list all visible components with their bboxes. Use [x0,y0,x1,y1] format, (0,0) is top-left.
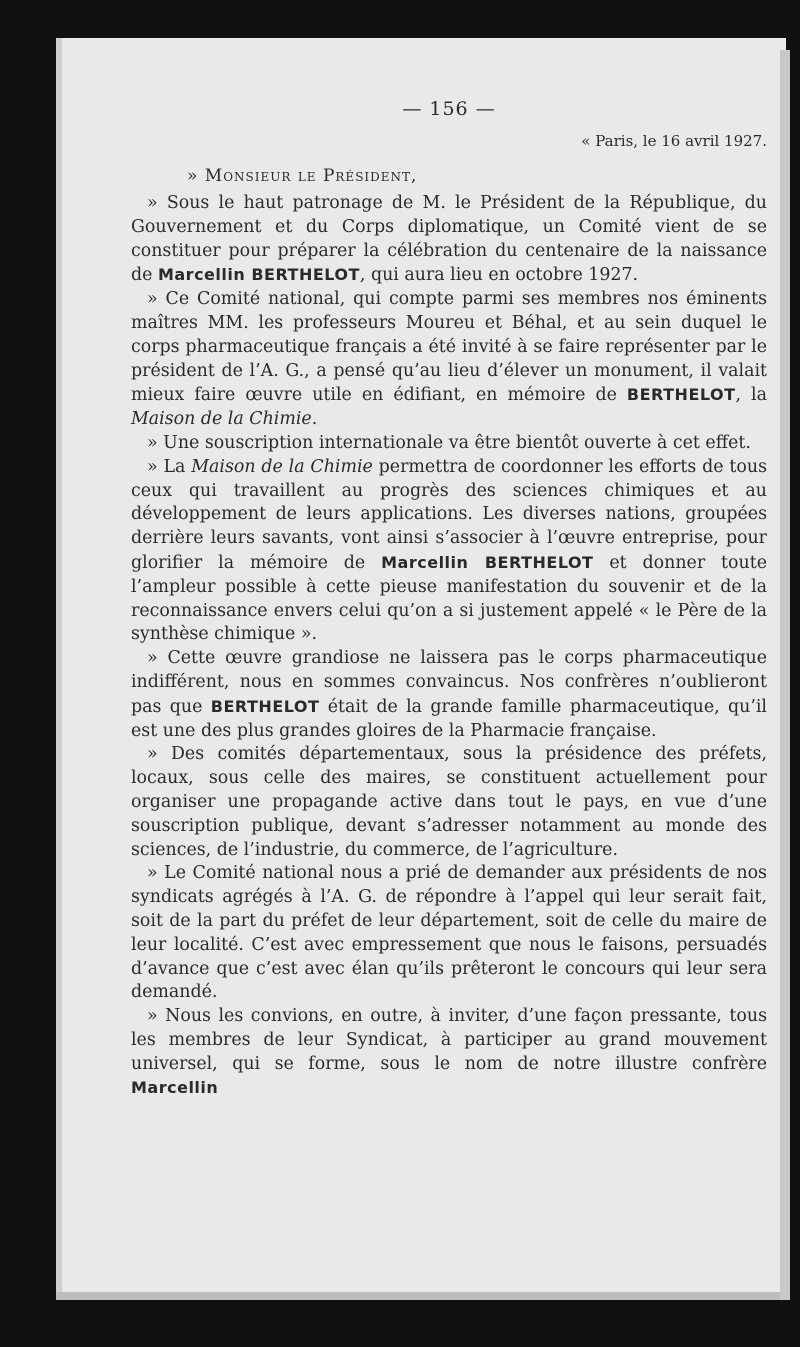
italic-title: Maison de la Chimie [131,409,312,430]
page-number: — 156 — [402,98,496,120]
page-edge-bottom [56,1292,780,1300]
paragraph-2: » Ce Comité national, qui compte parmi ses membres nos éminents maîtres MM. les professeurs Moureu et Béhal, et au sein duquel le corps pharmaceutique français a été invité à se faire représenter par le président de l’A. G., a pensé qu’au lieu d’élever un monument, il valait mieux faire œuvre utile en édifiant, en mémoire de BERTHELOT, la Maison de la Chimie. [131,289,767,430]
paragraph-7: » Le Comité national nous a prié de demander aux présidents de nos syndicats agrégés à l’A. G. de répondre à l’appel qui leur serait fait, soit de la part du préfet de leur département, soit de celle du maire de leur localité. C’est avec empressement que nous le faisons, persuadés d’avance que c’est avec élan qu’ils prêteront le concours qui leur sera demandé. [131,863,767,1003]
paragraph-6: » Des comités départementaux, sous la présidence des préfets, locaux, sous celle des maires, se constituent actuellement pour organiser une propagande active dans tout le pays, en vue d’une souscription publique, devant s’adresser notamment au monde des sciences, de l’industrie, du commerce, de l’agriculture. [131,744,767,860]
name-bold: BERTHELOT [626,385,736,405]
name-bold: Marcellin [131,1078,219,1098]
name-bold: BERTHELOT [210,696,320,716]
salutation: » Monsieur le Président, [187,166,418,186]
paragraph-4: » La Maison de la Chimie permettra de coordonner les efforts de tous ceux qui travaillent au progrès des sciences chimiques et au développement de leurs applications. Les diverses nations, groupées derrière leurs savants, vont ainsi s’associer à l’œuvre entreprise, pour glorifier la mémoire de Marcellin BERTHELOT et donner toute l’ampleur possible à cette pieuse manifestation du souvenir et de la reconnaissance envers celui qu’on a si justement appelé « le Père de la synthèse chimique ». [131,456,768,645]
italic-title: Maison de la Chimie [191,456,373,477]
dateline: « Paris, le 16 avril 1927. [581,132,767,150]
name-bold: Marcellin BERTHELOT [157,265,360,285]
paragraph-8: » Nous les convions, en outre, à inviter, d’une façon pressante, tous les membres de leur Syndicat, à participer au grand mouvement universel, qui se forme, sous le nom de notre illustre confrère Marcellin [131,1006,767,1098]
paragraph-5: » Cette œuvre grandiose ne laissera pas le corps pharmaceutique indifférent, nous en sommes convaincus. Nos confrères n’oublieront pas que BERTHELOT était de la grande famille pharmaceutique, qu’il est une des plus grandes gloires de la Pharmacie française. [131,648,767,741]
paragraph-1: » Sous le haut patronage de M. le Président de la République, du Gouvernement et du Corps diplomatique, un Comité vient de se constituer pour préparer la célébration du centenaire de la naissance de Marcellin BERTHELOT, qui aura lieu en octobre 1927. [131,193,767,286]
paragraph-3: » Une souscription internationale va être bientôt ouverte à cet effet. [147,432,751,453]
name-bold: Marcellin BERTHELOT [381,552,594,572]
page-edge-right [780,50,790,1300]
page-text-block [131,98,767,1101]
